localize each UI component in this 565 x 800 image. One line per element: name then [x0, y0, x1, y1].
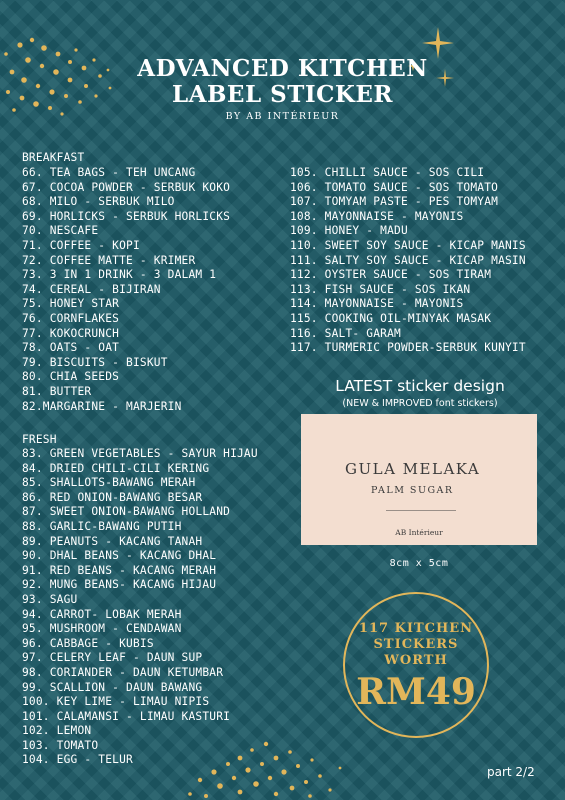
breakfast-heading: BREAKFAST	[22, 151, 85, 164]
offer-price: RM49	[356, 671, 476, 713]
part-indicator: part 2/2	[487, 765, 535, 779]
list-item: 104. EGG - TELUR	[22, 753, 133, 767]
list-item: 93. SAGU	[22, 592, 78, 606]
sticker-size: 8cm x 5cm	[389, 558, 449, 569]
list-item: 78. OATS - OAT	[22, 341, 120, 355]
list-item: 88. GARLIC-BAWANG PUTIH	[22, 519, 182, 533]
list-item: 85. SHALLOTS-BAWANG MERAH	[22, 476, 196, 490]
fresh-heading: FRESH	[22, 433, 57, 446]
list-item: 86. RED ONION-BAWANG BESAR	[22, 490, 203, 504]
breakfast-list	[22, 166, 230, 414]
page-title-line2: LABEL STICKER	[171, 81, 394, 108]
list-item: 107. TOMYAM PASTE - PES TOMYAM	[290, 195, 499, 209]
list-item: 111. SALTY SOY SAUCE - KICAP MASIN	[290, 253, 526, 267]
list-item: 98. CORIANDER - DAUN KETUMBAR	[22, 665, 224, 679]
list-item: 94. CARROT- LOBAK MERAH	[22, 607, 182, 621]
list-item: 84. DRIED CHILI-CILI KERING	[22, 461, 210, 475]
list-item: 90. DHAL BEANS - KACANG DHAL	[22, 549, 217, 563]
sticker-name: GULA MELAKA	[345, 460, 481, 478]
list-item: 99. SCALLION - DAUN BAWANG	[22, 680, 203, 694]
list-item: 102. LEMON	[22, 724, 92, 738]
list-item: 82.MARGARINE - MARJERIN	[22, 399, 182, 413]
offer-line1: 117 KITCHEN	[358, 621, 474, 636]
list-item: 81. BUTTER	[22, 384, 92, 398]
list-item: 112. OYSTER SAUCE - SOS TIRAM	[290, 268, 492, 282]
list-item: 89. PEANUTS - KACANG TANAH	[22, 534, 203, 548]
list-item: 80. CHIA SEEDS	[22, 370, 120, 384]
list-item: 97. CELERY LEAF - DAUN SUP	[22, 651, 203, 665]
list-item: 71. COFFEE - KOPI	[22, 238, 140, 252]
latest-heading: LATEST sticker design	[335, 377, 505, 395]
list-item: 108. MAYONNAISE - MAYONIS	[290, 209, 464, 223]
list-item: 79. BISCUITS - BISKUT	[22, 355, 168, 369]
list-item: 73. 3 IN 1 DRINK - 3 DALAM 1	[22, 268, 217, 282]
list-item: 110. SWEET SOY SAUCE - KICAP MANIS	[290, 238, 526, 252]
latest-subheading: (NEW & IMPROVED font stickers)	[342, 398, 498, 409]
list-item: 72. COFFEE MATTE - KRIMER	[22, 253, 196, 267]
list-item: 95. MUSHROOM - CENDAWAN	[22, 622, 182, 636]
sticker-translation: PALM SUGAR	[371, 485, 454, 496]
list-item: 91. RED BEANS - KACANG MERAH	[22, 563, 217, 577]
list-item: 100. KEY LIME - LIMAU NIPIS	[22, 695, 210, 709]
list-item: 83. GREEN VEGETABLES - SAYUR HIJAU	[22, 447, 258, 460]
sample-sticker-card	[301, 414, 537, 545]
list-item: 70. NESCAFE	[22, 224, 99, 238]
list-item: 106. TOMATO SAUCE - SOS TOMATO	[290, 180, 499, 194]
sauces-list	[290, 166, 526, 356]
page-title-line1: ADVANCED KITCHEN	[137, 55, 428, 82]
list-item: 116. SALT- GARAM	[290, 326, 401, 340]
offer-badge	[343, 592, 489, 738]
sticker-divider	[386, 510, 456, 511]
offer-line3: WORTH	[384, 653, 448, 668]
fresh-list	[22, 447, 258, 768]
byline: BY AB INTÉRIEUR	[225, 111, 340, 122]
list-item: 87. SWEET ONION-BAWANG HOLLAND	[22, 505, 231, 519]
list-item: 101. CALAMANSI - LIMAU KASTURI	[22, 709, 231, 723]
list-item: 113. FISH SAUCE - SOS IKAN	[290, 282, 471, 296]
list-item: 105. CHILLI SAUCE - SOS CILI	[290, 166, 485, 179]
list-item: 117. TURMERIC POWDER-SERBUK KUNYIT	[290, 341, 526, 355]
list-item: 75. HONEY STAR	[22, 297, 120, 311]
list-item: 92. MUNG BEANS- KACANG HIJAU	[22, 578, 217, 592]
list-item: 115. COOKING OIL-MINYAK MASAK	[290, 311, 492, 325]
list-item: 66. TEA BAGS - TEH UNCANG	[22, 166, 196, 179]
list-item: 109. HONEY - MADU	[290, 224, 408, 238]
list-item: 96. CABBAGE - KUBIS	[22, 636, 154, 650]
list-item: 67. COCOA POWDER - SERBUK KOKO	[22, 180, 231, 194]
list-item: 69. HORLICKS - SERBUK HORLICKS	[22, 209, 231, 223]
list-item: 77. KOKOCRUNCH	[22, 326, 120, 340]
list-item: 74. CEREAL - BIJIRAN	[22, 282, 161, 296]
sticker-brand: AB Intérieur	[395, 528, 443, 537]
list-item: 68. MILO - SERBUK MILO	[22, 195, 175, 209]
list-item: 103. TOMATO	[22, 738, 99, 752]
offer-line2: STICKERS	[373, 637, 459, 652]
list-item: 114. MAYONNAISE - MAYONIS	[290, 297, 464, 311]
list-item: 76. CORNFLAKES	[22, 311, 120, 325]
